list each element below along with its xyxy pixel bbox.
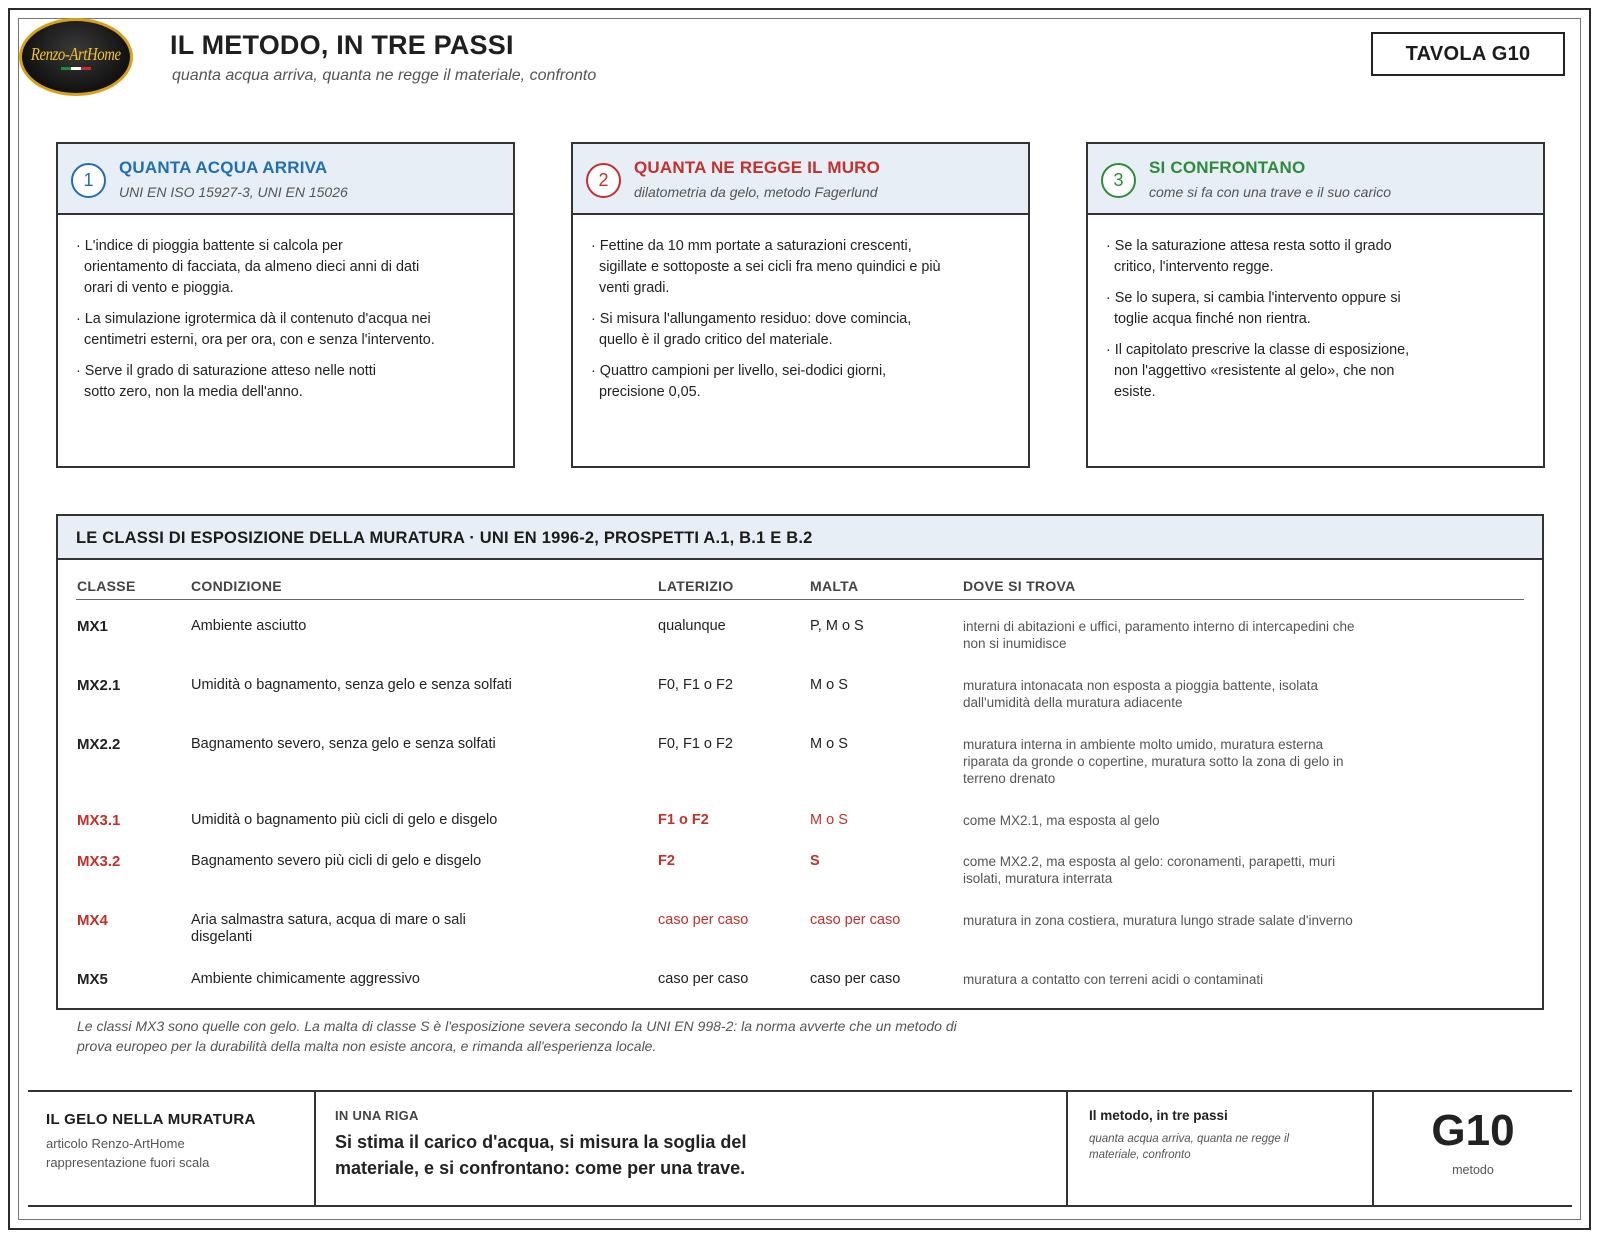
footer-scale-line: rappresentazione fuori scala	[46, 1155, 210, 1170]
cell-laterizio: caso per caso	[658, 912, 749, 928]
cell-laterizio: F0, F1 o F2	[658, 736, 733, 752]
cell-malta: P, M o S	[810, 618, 864, 634]
cell-classe: MX2.1	[77, 677, 121, 694]
cell-condizione: Bagnamento severo più cicli di gelo e disgelo	[191, 853, 482, 869]
step-1-box	[56, 142, 515, 468]
logo-text: Renzo-ArtHome	[31, 44, 121, 64]
step-subtitle: dilatometria da gelo, metodo Fagerlund	[634, 184, 878, 200]
cell-laterizio: F2	[658, 853, 675, 869]
cell-laterizio: F0, F1 o F2	[658, 677, 733, 693]
cell-classe: MX4	[77, 912, 108, 929]
cell-dove: come MX2.1, ma esposta al gelo	[963, 813, 1160, 828]
cell-dove: muratura intonacata non esposta a pioggia battente, isolata dall'umidità della muratura adiacente	[963, 678, 1318, 710]
column-header-dove: DOVE SI TROVA	[963, 578, 1076, 594]
brand-logo	[19, 18, 133, 96]
step-bullet: · L'indice di pioggia battente si calcola per orientamento di facciata, da almeno dieci anni di dati orari di vento e pioggia.	[76, 238, 420, 296]
footer-series-title: IL GELO NELLA MURATURA	[46, 1111, 256, 1128]
footer-divider	[1066, 1091, 1068, 1206]
footer-method-title: Il metodo, in tre passi	[1089, 1108, 1228, 1123]
step-title: SI CONFRONTANO	[1149, 158, 1306, 177]
cell-condizione: Aria salmastra satura, acqua di mare o sali disgelanti	[191, 912, 466, 945]
cell-malta: S	[810, 853, 820, 869]
footer-method-subtitle: quanta acqua arriva, quanta ne regge il materiale, confronto	[1089, 1133, 1290, 1161]
cell-dove: muratura interna in ambiente molto umido, muratura esterna riparata da gronde o copertine, muratura sotto la zona di gelo in terreno drenato	[963, 737, 1344, 786]
page-title: IL METODO, IN TRE PASSI	[170, 30, 514, 60]
cell-condizione: Ambiente chimicamente aggressivo	[191, 971, 420, 987]
step-number-badge: 2	[586, 163, 621, 198]
italian-flag-icon	[61, 67, 91, 70]
cell-malta: caso per caso	[810, 912, 901, 928]
cell-classe: MX1	[77, 618, 108, 635]
cell-condizione: Umidità o bagnamento più cicli di gelo e disgelo	[191, 812, 498, 828]
footer-sheet-code: G10	[1431, 1106, 1515, 1155]
step-title: QUANTA ACQUA ARRIVA	[119, 158, 328, 177]
cell-dove: interni di abitazioni e uffici, paramento interno di intercapedini che non si inumidisce	[963, 619, 1355, 651]
step-bullet: · Si misura l'allungamento residuo: dove comincia, quello è il grado critico del materiale.	[591, 311, 912, 348]
step-bullet: · La simulazione igrotermica dà il contenuto d'acqua nei centimetri esterni, ora per ora, con e senza l'intervento.	[76, 311, 435, 348]
cell-malta: M o S	[810, 736, 848, 752]
step-bullet: · Serve il grado di saturazione atteso nelle notti sotto zero, non la media dell'anno.	[76, 363, 376, 400]
step-bullet: · Il capitolato prescrive la classe di esposizione, non l'aggettivo «resistente al gelo», che non esiste.	[1106, 342, 1410, 400]
cell-classe: MX3.1	[77, 812, 121, 829]
cell-classe: MX3.2	[77, 853, 121, 870]
footer-summary-text: Si stima il carico d'acqua, si misura la soglia del materiale, e si confrontano: come per una trave.	[335, 1132, 747, 1178]
step-bullet: · Se lo supera, si cambia l'intervento oppure si toglie acqua finché non rientra.	[1106, 290, 1401, 327]
step-title: QUANTA NE REGGE IL MURO	[634, 158, 881, 177]
step-bullet: · Fettine da 10 mm portate a saturazioni crescenti, sigillate e sottoposte a sei cicli fra meno quindici e più venti gradi.	[591, 238, 941, 296]
column-header-classe: CLASSE	[77, 578, 136, 594]
exposure-classes-table	[56, 514, 1544, 1010]
step-2-header	[573, 144, 1028, 215]
cell-classe: MX2.2	[77, 736, 121, 753]
step-3-header	[1088, 144, 1543, 215]
cell-dove: muratura in zona costiera, muratura lungo strade salate d'inverno	[963, 913, 1353, 928]
cell-dove: muratura a contatto con terreni acidi o contaminati	[963, 972, 1264, 987]
footer-bottom-rule	[28, 1205, 1572, 1207]
table-title: LE CLASSI DI ESPOSIZIONE DELLA MURATURA · UNI EN 1996-2, PROSPETTI A.1, B.1 E B.2	[58, 516, 1542, 560]
step-3-box	[1086, 142, 1545, 468]
step-subtitle: come si fa con una trave e il suo carico	[1149, 184, 1392, 200]
step-bullet: · Se la saturazione attesa resta sotto il grado critico, l'intervento regge.	[1106, 238, 1392, 275]
column-header-condizione: CONDIZIONE	[191, 578, 282, 594]
cell-malta: M o S	[810, 812, 848, 828]
cell-laterizio: qualunque	[658, 618, 726, 634]
footer-article-line: articolo Renzo-ArtHome	[46, 1136, 185, 1151]
cell-laterizio: caso per caso	[658, 971, 749, 987]
footer-divider	[314, 1091, 316, 1206]
page-subtitle: quanta acqua arriva, quanta ne regge il materiale, confronto	[172, 67, 597, 84]
cell-malta: caso per caso	[810, 971, 901, 987]
cell-condizione: Ambiente asciutto	[191, 618, 307, 634]
step-bullet: · Quattro campioni per livello, sei-dodici giorni, precisione 0,05.	[591, 363, 887, 400]
column-header-laterizio: LATERIZIO	[658, 578, 734, 594]
footer-top-rule	[28, 1090, 1572, 1092]
cell-condizione: Bagnamento severo, senza gelo e senza solfati	[191, 736, 496, 752]
footer-sheet-code-label: metodo	[1452, 1163, 1494, 1177]
cell-malta: M o S	[810, 677, 848, 693]
header-divider	[76, 599, 1524, 600]
step-1-header	[58, 144, 513, 215]
cell-classe: MX5	[77, 971, 108, 988]
step-subtitle: UNI EN ISO 15927-3, UNI EN 15026	[119, 184, 348, 200]
step-2-box	[571, 142, 1030, 468]
cell-condizione: Umidità o bagnamento, senza gelo e senza solfati	[191, 677, 512, 693]
sheet-label: TAVOLA G10	[1371, 32, 1565, 76]
cell-dove: come MX2.2, ma esposta al gelo: coronamenti, parapetti, muri isolati, muratura interrata	[963, 854, 1336, 886]
cell-laterizio: F1 o F2	[658, 812, 709, 828]
column-header-malta: MALTA	[810, 578, 859, 594]
footer-summary-label: IN UNA RIGA	[335, 1108, 419, 1123]
table-note: Le classi MX3 sono quelle con gelo. La malta di classe S è l'esposizione severa secondo la UNI EN 998-2: la norma avverte che un metodo di prova europeo per la durabilità della malta non esiste ancora, e rimanda all'esperienza locale.	[77, 1018, 957, 1054]
step-number-badge: 1	[71, 163, 106, 198]
step-number-badge: 3	[1101, 163, 1136, 198]
